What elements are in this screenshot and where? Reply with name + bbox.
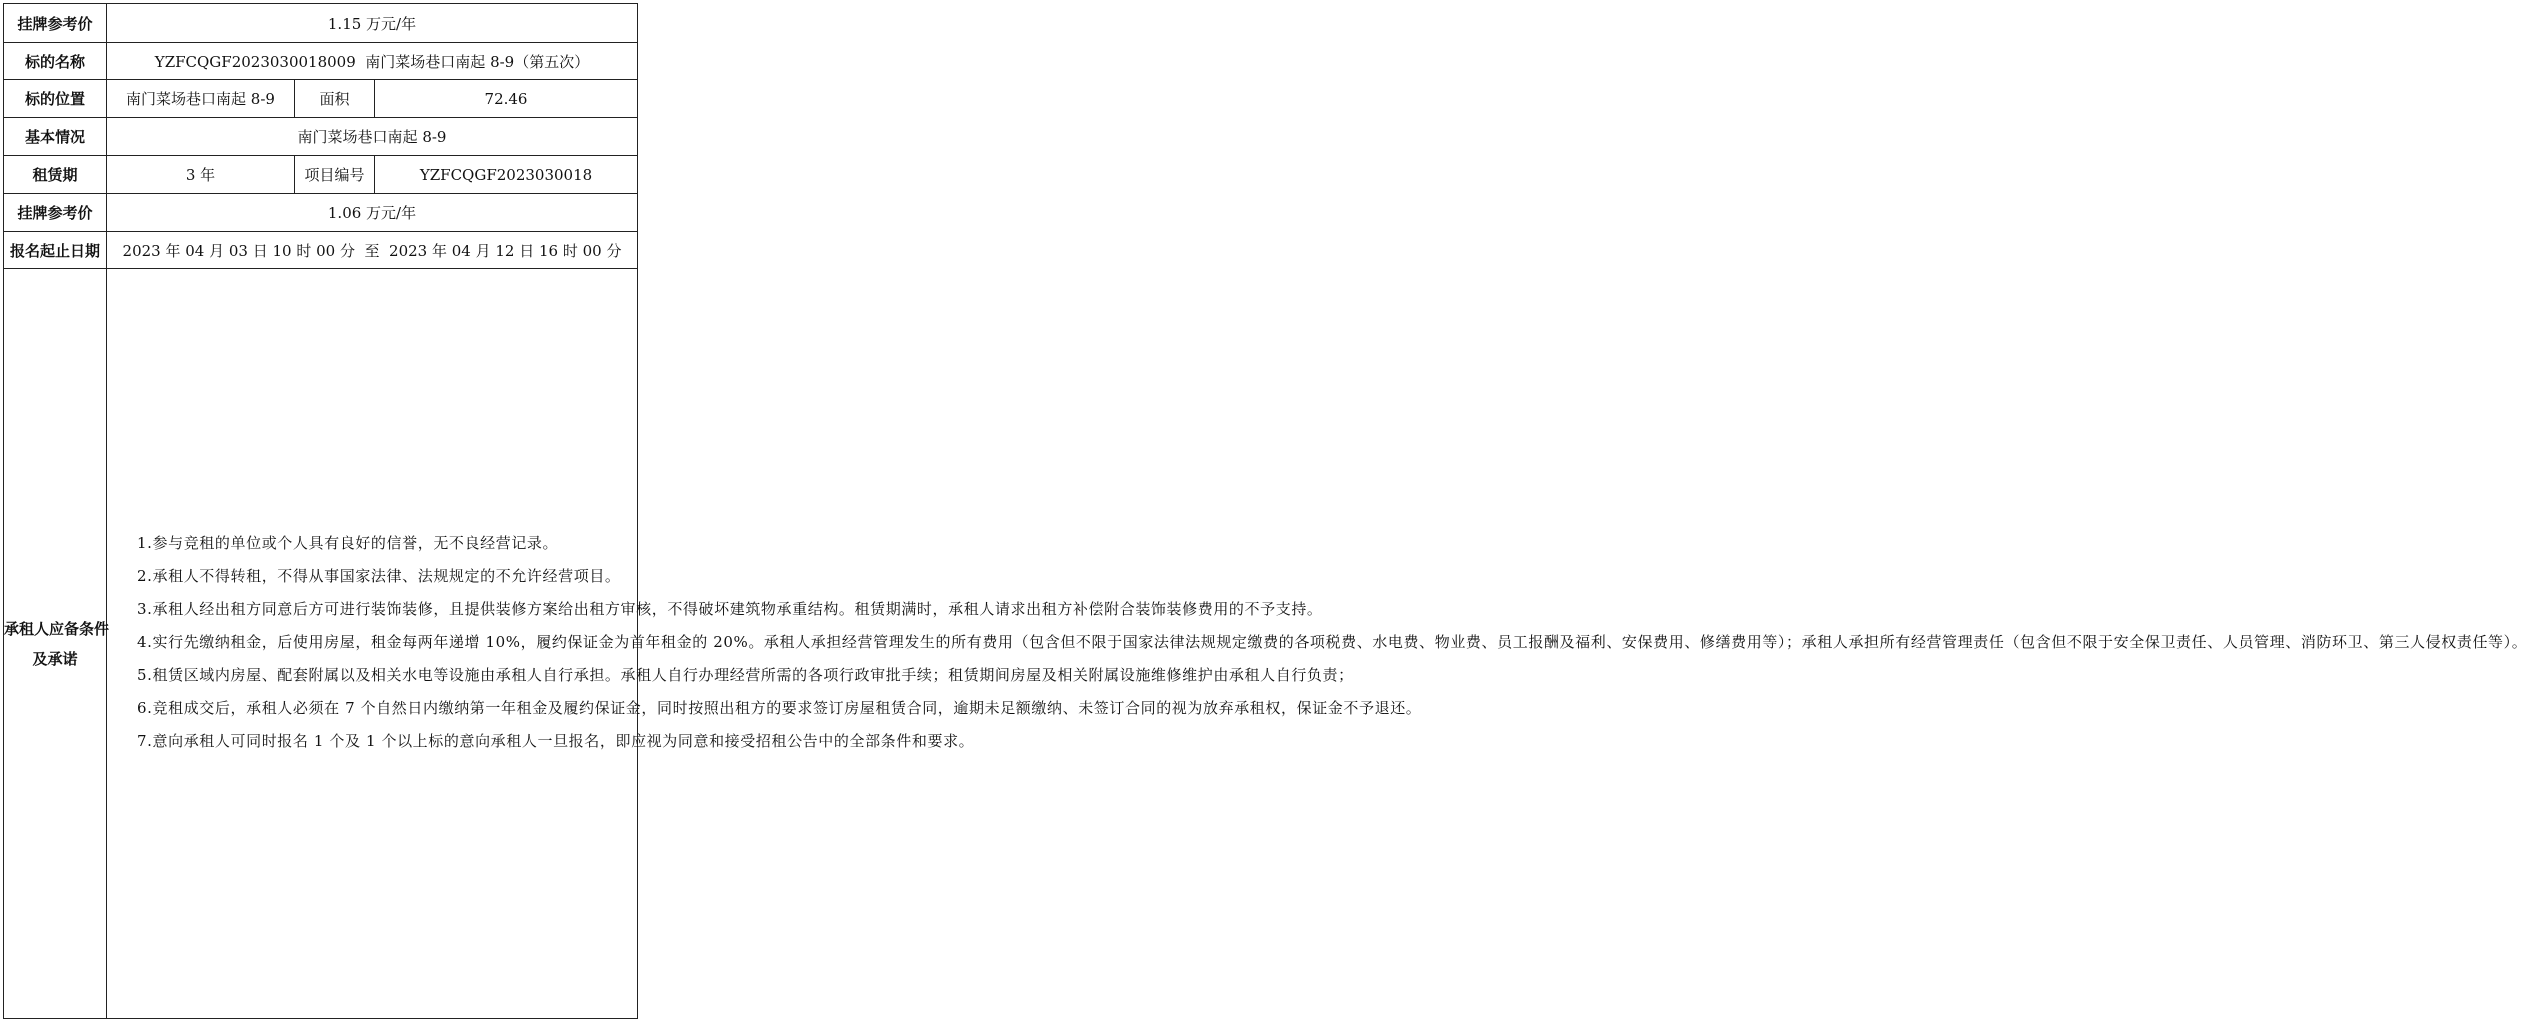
item-location-value: 南门菜场巷口南起 8-9 bbox=[107, 80, 295, 118]
term-item: 3.承租人经出租方同意后方可进行装饰装修，且提供装修方案给出租方审核，不得破坏建筑物承重结构。租赁期满时，承租人请求出租方补偿附合装饰装修费用的不予支持。 bbox=[137, 599, 1323, 618]
table-row bbox=[4, 194, 638, 232]
lease-info-table bbox=[3, 3, 2527, 1019]
table-row bbox=[4, 118, 638, 156]
term-item: 6.竞租成交后，承租人必须在 7 个自然日内缴纳第一年租金及履约保证金，同时按照出租方的要求签订房屋租赁合同，逾期未足额缴纳、未签订合同的视为放弃承租权，保证金不予退还。 bbox=[137, 699, 1422, 718]
ref-price-value: 1.15 万元/年 bbox=[107, 4, 638, 43]
registration-period-label: 报名起止日期 bbox=[4, 232, 107, 269]
area-value: 72.46 bbox=[375, 80, 638, 118]
registration-period-value: 2023 年 04 月 03 日 10 时 00 分 至 2023 年 04 月 12 日 16 时 00 分 bbox=[107, 232, 638, 269]
terms-label-line2: 及承诺 bbox=[32, 649, 78, 668]
ref-price2-value: 1.06 万元/年 bbox=[107, 194, 638, 232]
term-item: 4.实行先缴纳租金，后使用房屋，租金每两年递增 10%，履约保证金为首年租金的 20%。承租人承担经营管理发生的所有费用（包含但不限于国家法律法规规定缴费的各项税费、水电费、物业费、员工报酬及福利、安保费用、修缮费用等）；承租人承担所有经营管理责任（包含但不限于安全保卫责任、人员管理、消防环卫、第三人侵权责任等）。 bbox=[137, 632, 2527, 651]
table-row bbox=[4, 156, 638, 194]
ref-price-label: 挂牌参考价 bbox=[4, 4, 107, 43]
table-row bbox=[4, 43, 638, 80]
lease-term-value: 3 年 bbox=[107, 156, 295, 194]
project-no-value: YZFCQGF2023030018 bbox=[375, 156, 638, 194]
table-row bbox=[4, 80, 638, 118]
ref-price2-label: 挂牌参考价 bbox=[4, 194, 107, 232]
terms-label-line1: 承租人应备条件 bbox=[4, 619, 110, 638]
terms-label bbox=[4, 269, 110, 1019]
term-item: 7.意向承租人可同时报名 1 个及 1 个以上标的意向承租人一旦报名，即应视为同意和接受招租公告中的全部条件和要求。 bbox=[137, 732, 975, 751]
table-row bbox=[4, 269, 638, 1019]
item-location-label: 标的位置 bbox=[4, 80, 107, 118]
term-item: 5.租赁区域内房屋、配套附属以及相关水电等设施由承租人自行承担。承租人自行办理经营所需的各项行政审批手续；租赁期间房屋及相关附属设施维修维护由承租人自行负责； bbox=[137, 666, 1354, 685]
basic-info-label: 基本情况 bbox=[4, 118, 107, 156]
table-row bbox=[4, 232, 638, 269]
item-name-label: 标的名称 bbox=[4, 43, 107, 80]
term-item: 2.承租人不得转租，不得从事国家法律、法规规定的不允许经营项目。 bbox=[137, 566, 621, 585]
basic-info-value: 南门菜场巷口南起 8-9 bbox=[107, 118, 638, 156]
term-item: 1.参与竞租的单位或个人具有良好的信誉，无不良经营记录。 bbox=[137, 533, 559, 552]
project-no-label: 项目编号 bbox=[295, 156, 375, 194]
lease-term-label: 租赁期 bbox=[4, 156, 107, 194]
terms-content bbox=[107, 269, 2527, 1019]
area-label: 面积 bbox=[295, 80, 375, 118]
item-name-value: YZFCQGF2023030018009 南门菜场巷口南起 8-9（第五次） bbox=[107, 43, 638, 80]
table-row bbox=[4, 4, 638, 43]
